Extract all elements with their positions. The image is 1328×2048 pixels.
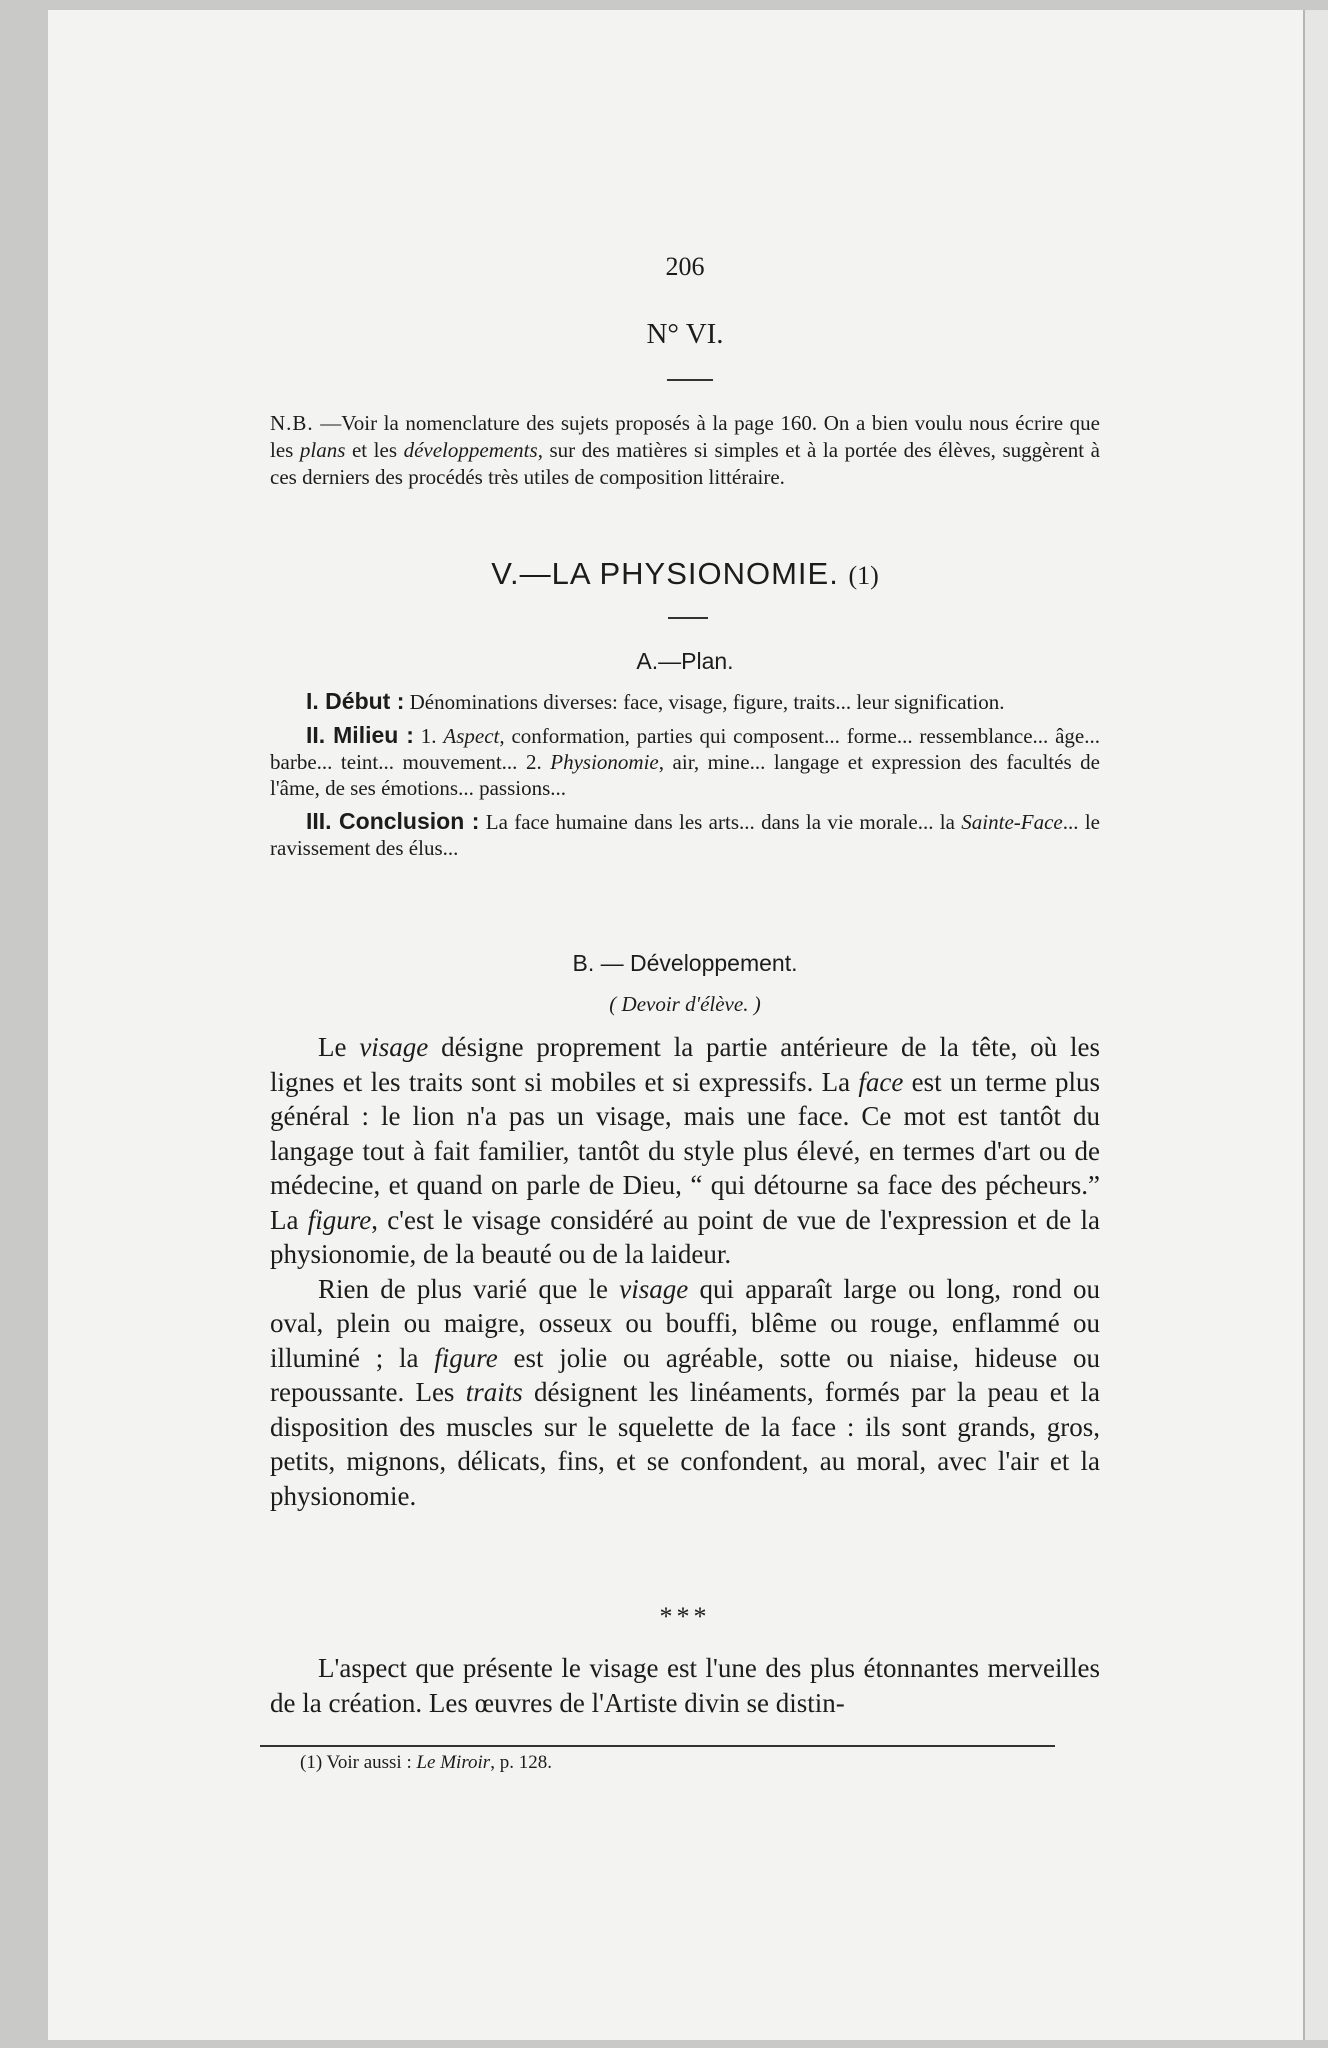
development-body (270, 1030, 1100, 1513)
page-number: 206 (665, 252, 705, 281)
plan-section (270, 688, 1100, 868)
divider-rule (667, 379, 713, 381)
book-page (48, 10, 1303, 2040)
plan-debut: I. Début : Dénominations diverses: face, visage, figure, traits... leur signification. (306, 688, 1005, 714)
paragraph: Le visage désigne proprement la partie antérieure de la tête, où les lignes et les traits sont si mobiles et si expressifs. La face est un terme plus général : le lion n'a pas un visage, mais une face. Ce mot est tantôt du langage tout à fait familier, tantôt du style plus élevé, en termes d'art ou de médecine, et quand on parle de Dieu, “ qui détourne sa face des pécheurs.” La figure, c'est le visage considéré au point de vue de l'expression et de la physionomie, de la beauté ou de la laideur. (270, 1032, 1101, 1269)
development-heading: B. — Développement. (572, 950, 798, 976)
footnote-ref: (1) (848, 561, 879, 590)
development-subheading: ( Devoir d'élève. ) (609, 992, 761, 1016)
plan-heading: A.—Plan. (636, 648, 734, 674)
continued-body (270, 1651, 1100, 1720)
plan-conclusion: III. Conclusion : La face humaine dans les arts... dans la vie morale... la Sainte-Face... le ravissement des élus... (270, 808, 1100, 860)
footnote-rule (260, 1745, 1055, 1747)
paragraph: Rien de plus varié que le visage qui apparaît large ou long, rond ou oval, plein ou maigre, osseux ou bouffi, blême ou rouge, enflammé ou illuminé ; la figure est jolie ou agréable, sotte ou niaise, hideuse ou repoussante. Les traits désignent les linéaments, formés par la peau et la disposition des muscles sur le squelette de la face : ils sont grands, gros, petits, mignons, délicats, fins, et se confondent, au moral, avec l'air et la physionomie. (270, 1273, 1101, 1511)
page-edge (1303, 10, 1328, 2040)
nota-bene: N.B. —Voir la nomenclature des sujets proposés à la page 160. On a bien voulu nous écrire que les plans et les développements, sur des matières si simples et à la portée des élèves, suggèrent à ces derniers des procédés très utiles de composition littéraire. (270, 411, 1100, 489)
paragraph: L'aspect que présente le visage est l'une des plus étonnantes merveilles de la création. Les œuvres de l'Artiste divin se distin- (270, 1653, 1100, 1718)
footnote: (1) Voir aussi : Le Miroir, p. 128. (300, 1752, 552, 1773)
divider-rule (668, 617, 708, 619)
nb-label: N.B. (270, 411, 314, 435)
plan-milieu: II. Milieu : 1. Aspect, conformation, parties qui composent... forme... ressemblance... âge... barbe... teint... mouvement... 2. Physionomie, air, mine... langage et expression des facultés de l'âme, de ses émotions... passions... (270, 722, 1101, 800)
chapter-number: N° VI. (646, 318, 724, 350)
asterism-separator: *** (659, 1602, 711, 1631)
chapter-title: V.—LA PHYSIONOMIE. (1) (491, 556, 879, 591)
